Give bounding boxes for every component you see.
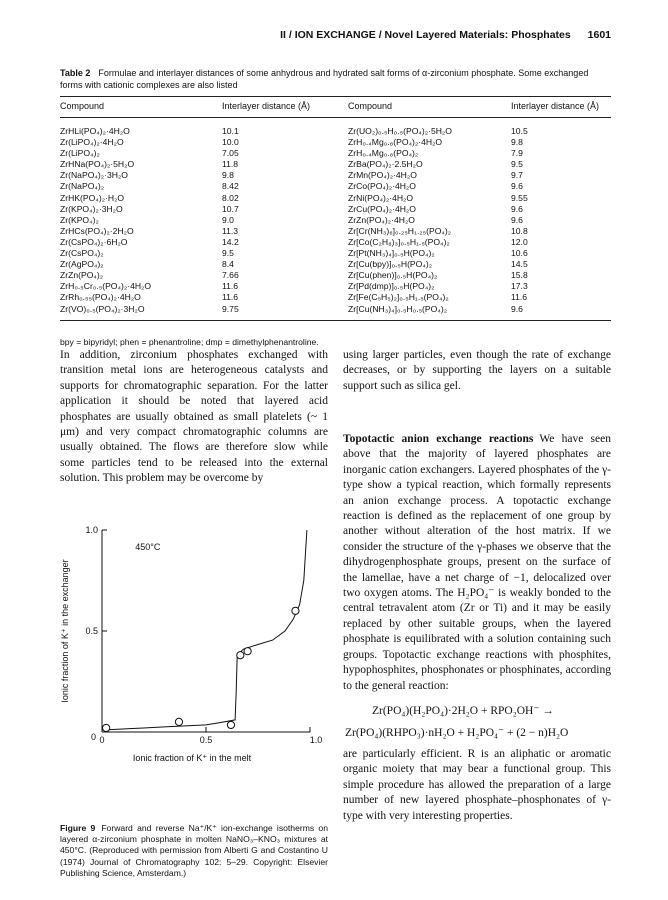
distance-cell: 9.7 bbox=[511, 170, 523, 181]
distance-cell: 9.6 bbox=[511, 203, 523, 214]
table-label: Table 2 bbox=[60, 68, 91, 78]
section-heading: Topotactic anion exchange reactions bbox=[343, 433, 534, 445]
page-number: 1601 bbox=[587, 29, 611, 41]
compound-cell: Zr[Cu(bpy)]₀.₅H(PO₄)₂ bbox=[348, 259, 433, 270]
compound-cell: ZrBa(PO₄)₂·2.5H₂O bbox=[348, 159, 423, 170]
running-header bbox=[60, 29, 611, 41]
compound-cell: Zr[Pt(NH₃)₄]₀.₅H(PO₄)₂ bbox=[348, 248, 435, 259]
temperature-annotation: 450°C bbox=[135, 542, 161, 553]
x-tick-label: 0.5 bbox=[199, 735, 213, 745]
distance-cell: 10.6 bbox=[511, 248, 528, 259]
table-row bbox=[60, 170, 611, 181]
compound-cell: ZrNi(PO₄)₂·4H₂O bbox=[348, 192, 414, 203]
table-caption-text: Formulae and interlayer distances of some anhydrous and hydrated salt forms of α-zirconium phosphate. Some exchanged forms with cationic complexes are also listed bbox=[60, 68, 589, 90]
compound-cell: ZrMn(PO₄)₂·4H₂O bbox=[348, 170, 417, 181]
compound-cell: Zr(LiPO₄)₂·4H₂O bbox=[60, 137, 124, 148]
distance-cell: 10.1 bbox=[222, 126, 239, 136]
distance-cell: 10.8 bbox=[511, 225, 528, 236]
body-paragraph-left: In addition, zirconium phosphates exchanged with transition metal ions are heterogeneous catalysts and supports for chromatographic separation. For the latter application it should be noted that layered acid phosphates are usually obtained as small platelets (~ 1 μm) and very compact chromatographic columns are usually obtained. The flows are therefore slow while some particles tend to be released into the external solution. This problem may be overcome by bbox=[60, 349, 328, 485]
equation-line-2: Zr(PO₄)(RHPO₃)·nH₂O + H₂PO₄⁻ + (2 − n)H₂O bbox=[345, 727, 569, 739]
distance-cell: 9.6 bbox=[511, 303, 523, 314]
data-point bbox=[103, 724, 110, 731]
column-header: Compound bbox=[60, 101, 105, 111]
running-title: II / ION EXCHANGE / Novel Layered Materials: Phosphates bbox=[280, 29, 571, 41]
data-point bbox=[175, 718, 182, 725]
x-tick-label: 0 bbox=[99, 735, 105, 745]
distance-cell: 7.05 bbox=[222, 148, 239, 159]
compound-cell: ZrCu(PO₄)₂·4H₂O bbox=[348, 203, 416, 214]
table-row bbox=[60, 259, 611, 270]
distance-cell: 9.8 bbox=[511, 137, 523, 148]
y-tick-label: 0 bbox=[90, 732, 96, 742]
y-axis-label: Ionic fraction of K⁺ in the exchanger bbox=[60, 559, 70, 703]
table-row bbox=[60, 126, 611, 137]
distance-cell: 7.66 bbox=[222, 270, 239, 281]
compound-cell: Zr(UO₂)₀.₅H₀.₅(PO₄)₂·5H₂O bbox=[348, 126, 452, 136]
figure-caption bbox=[60, 823, 328, 879]
body-paragraph-right-2 bbox=[343, 432, 611, 694]
compound-cell: ZrCo(PO₄)₂·4H₂O bbox=[348, 181, 416, 192]
distance-cell: 11.6 bbox=[511, 292, 528, 303]
compound-cell: ZrRh₀.₅₅(PO₄)₂·4H₂O bbox=[60, 292, 141, 303]
distance-cell: 8.4 bbox=[222, 259, 234, 270]
table-row bbox=[60, 148, 611, 159]
table-top-rule bbox=[60, 96, 611, 97]
table-row bbox=[60, 270, 611, 281]
figure-label: Figure 9 bbox=[60, 823, 96, 833]
compound-cell: ZrH₀.₄Mg₀.₈(PO₄)₂·4H₂O bbox=[348, 137, 443, 148]
compound-cell: Zr(AgPO₄)₂ bbox=[60, 259, 104, 270]
compound-cell: Zr(CsPO₄)₂·6H₂O bbox=[60, 236, 128, 247]
compound-cell: ZrHNa(PO₄)₂·5H₂O bbox=[60, 159, 135, 170]
distance-cell: 14.5 bbox=[511, 259, 528, 270]
compound-cell: Zr[Pd(dmp)]₀.₅H(PO₄)₂ bbox=[348, 281, 435, 292]
table-header-rule bbox=[60, 117, 611, 118]
compound-cell: ZrHCs(PO₄)₂·2H₂O bbox=[60, 225, 134, 236]
compound-cell: ZrHLi(PO₄)₂·4H₂O bbox=[60, 126, 130, 136]
y-tick-label: 0.5 bbox=[85, 626, 98, 636]
compound-cell: ZrZn(PO₄)₂·4H₂O bbox=[348, 214, 415, 225]
body-paragraph-right-1: using larger particles, even though the rate of exchange decreases, or by supporting the layers on a suitable support such as silica gel. bbox=[343, 349, 611, 392]
compound-cell: Zr(KPO₄)₂ bbox=[60, 214, 99, 225]
data-point bbox=[227, 721, 234, 728]
table-footnote: bpy = bipyridyl; phen = phenantroline; dmp = dimethylphenantroline. bbox=[60, 337, 319, 347]
data-point bbox=[237, 652, 244, 659]
table-body bbox=[60, 126, 611, 315]
distance-cell: 17.3 bbox=[511, 281, 528, 292]
compound-cell: Zr[Co(C₂H₈)₃]₀.₅H₁.₅(PO₄)₂ bbox=[348, 236, 450, 247]
table-row bbox=[60, 248, 611, 259]
distance-cell: 14.2 bbox=[222, 236, 239, 247]
distance-cell: 9.55 bbox=[511, 192, 528, 203]
table-row bbox=[60, 159, 611, 170]
table-row bbox=[60, 281, 611, 292]
distance-cell: 9.5 bbox=[511, 159, 523, 170]
distance-cell: 11.6 bbox=[222, 292, 239, 303]
figure-caption-text: Forward and reverse Na⁺/K⁺ ion-exchange isotherms on layered α-zirconium phosphate in molten NaNO₃–KNO₃ mixtures at 450°C. (Reproduced with permission from Alberti G and Costantino U (1974) Journal of Chromatography 102: 5–29. Copyright: Elsevier Publishing Science, Amsterdam.) bbox=[60, 823, 328, 878]
distance-cell: 9.8 bbox=[222, 170, 234, 181]
compound-cell: Zr[Cu(NH₃)₄]₀.₅H₀.₅(PO₄)₂ bbox=[348, 303, 448, 314]
table-row bbox=[60, 304, 611, 315]
compound-cell: Zr(NaPO₄)₂·3H₂O bbox=[60, 170, 128, 181]
isotherm-line bbox=[102, 530, 307, 730]
distance-cell: 7.9 bbox=[511, 148, 523, 159]
table-row bbox=[60, 226, 611, 237]
distance-cell: 11.8 bbox=[222, 159, 239, 170]
distance-cell: 8.02 bbox=[222, 192, 239, 203]
compound-cell: Zr[Cr(NH₃)₆]₀.₂₅H₁.₂₅(PO₄)₂ bbox=[348, 225, 452, 236]
data-point bbox=[244, 648, 251, 655]
compound-cell: Zr(CsPO₄)₂ bbox=[60, 248, 104, 259]
distance-cell: 8.42 bbox=[222, 181, 239, 192]
y-tick-label: 1.0 bbox=[85, 525, 98, 535]
distance-cell: 11.3 bbox=[222, 225, 239, 236]
data-point bbox=[292, 607, 299, 614]
distance-cell: 9.6 bbox=[511, 181, 523, 192]
distance-cell: 10.7 bbox=[222, 203, 239, 214]
table-row bbox=[60, 204, 611, 215]
body-paragraph-right-3: are particularly efficient. R is an aliphatic or aromatic organic moiety that may bear a functional group. This simple procedure has allowed the preparation of a large number of new layered phosphate–phosphonates of γ-type with very interesting properties. bbox=[343, 748, 611, 822]
distance-cell: 15.8 bbox=[511, 270, 528, 281]
compound-cell: Zr(KPO₄)₂·3H₂O bbox=[60, 203, 123, 214]
distance-cell: 9.0 bbox=[222, 214, 234, 225]
compound-cell: ZrH₀.₄Mg₀.₈(PO₄)₂ bbox=[348, 148, 419, 159]
compound-cell: Zr[Cu(phen)]₀.₅H(PO₄)₂ bbox=[348, 270, 438, 281]
table-row bbox=[60, 237, 611, 248]
column-header: Compound bbox=[348, 101, 393, 111]
compound-cell: Zr[Fe(C₅H₅)₂]₀.₅H₁.₅(PO₄)₂ bbox=[348, 292, 449, 303]
equation-line-1: Zr(PO₄)(H₂PO₄)·2H₂O + RPO₂OH⁻ → bbox=[372, 705, 554, 717]
column-header: Interlayer distance (Å) bbox=[511, 101, 600, 111]
table-row bbox=[60, 193, 611, 204]
distance-cell: 12.0 bbox=[511, 236, 528, 247]
section-text: We have seen above that the majority of layered phosphates are inorganic cation exchangers. Layered phosphates of the γ-type show a typical reaction, which formally represents an anion exchange process. A topotactic exchange reaction is defined as the replacement of one group by another without alteration of the host matrix. If we consider the structure of the γ-phases we observe that the dihydrogenphosphate groups, present on the surface of the lamellae, have a net charge of −1, delocalized over two oxygen atoms. The H₂PO₄⁻ is weakly bonded to the central tetravalent atom (Zr or Ti) and it may be easily replaced by other suitable groups, when the layered phosphate is equilibrated with a solution containing such groups. Topotactic exchange reactions with phosphites, hypophosphites, phosphonates or phosphinates, according to the general reaction: bbox=[343, 433, 611, 692]
compound-cell: Zr(NaPO₄)₂ bbox=[60, 181, 105, 192]
table-row bbox=[60, 215, 611, 226]
table-row bbox=[60, 137, 611, 148]
table-caption bbox=[60, 67, 611, 91]
compound-cell: ZrZn(PO₄)₂ bbox=[60, 270, 104, 281]
distance-cell: 10.5 bbox=[511, 126, 528, 136]
distance-cell: 9.6 bbox=[511, 214, 523, 225]
table-bottom-rule bbox=[60, 320, 611, 321]
compound-cell: Zr(VO)₀.₅(PO₄)₂·3H₂O bbox=[60, 303, 145, 314]
x-axis-label: Ionic fraction of K⁺ in the melt bbox=[132, 753, 252, 763]
distance-cell: 11.6 bbox=[222, 281, 239, 292]
distance-cell: 9.75 bbox=[222, 303, 239, 314]
column-header: Interlayer distance (Å) bbox=[222, 101, 311, 111]
x-tick-label: 1.0 bbox=[309, 735, 323, 745]
distance-cell: 9.5 bbox=[222, 248, 234, 259]
distance-cell: 10.0 bbox=[222, 137, 239, 148]
table-row bbox=[60, 181, 611, 192]
compound-cell: ZrHK(PO₄)₂·H₂O bbox=[60, 192, 125, 203]
compound-cell: ZrH₀.₅Cr₀.₅(PO₄)₂·4H₂O bbox=[60, 281, 152, 292]
compound-cell: Zr(LiPO₄)₂ bbox=[60, 148, 100, 159]
table-row bbox=[60, 292, 611, 303]
figure-9-chart bbox=[50, 515, 330, 815]
